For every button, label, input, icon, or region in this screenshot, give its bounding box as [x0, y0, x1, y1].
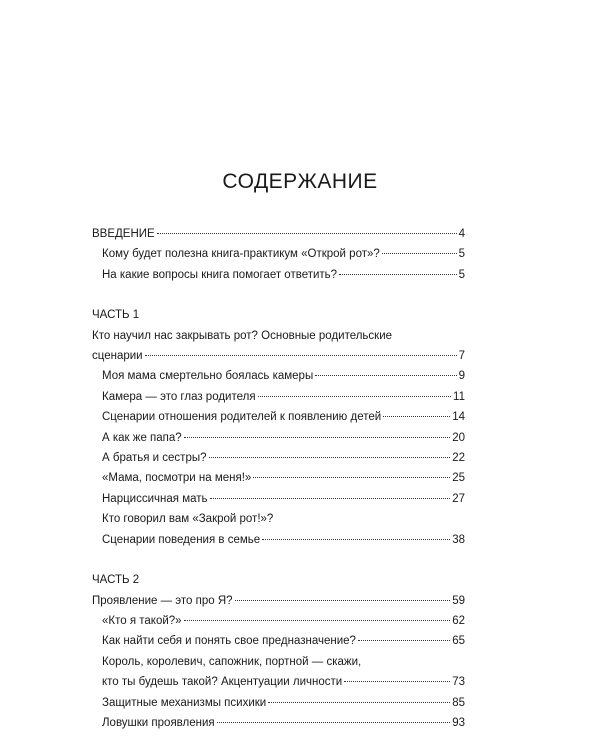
- dot-leader: [262, 539, 450, 540]
- part-2-label: ЧАСТЬ 2: [92, 574, 140, 587]
- toc-entry-label: Проявление — это про Я?: [92, 594, 233, 607]
- toc-entry[interactable]: [92, 489, 465, 509]
- toc-entry-label: кто ты будешь такой? Акцентуации личности: [102, 676, 343, 689]
- toc-entry[interactable]: [92, 265, 465, 285]
- table-of-contents: [92, 224, 465, 733]
- toc-entry-label: Ловушки проявления: [102, 716, 215, 729]
- dot-leader: [382, 253, 457, 254]
- dot-leader: [253, 477, 450, 478]
- toc-entry-label: ВВЕДЕНИЕ: [92, 228, 155, 240]
- toc-entry-label: сценарии: [92, 350, 143, 363]
- toc-entry-page: 4: [458, 228, 465, 240]
- toc-entry-page: 11: [453, 390, 465, 403]
- toc-entry-page: 93: [452, 716, 465, 729]
- dot-leader: [315, 375, 456, 376]
- toc-entry-label: Моя мама смертельно боялась камеры: [102, 370, 314, 383]
- toc-entry[interactable]: [92, 713, 465, 733]
- toc-entry-multiline-first[interactable]: Король, королевич, сапожник, портной — скажи,: [102, 655, 362, 668]
- toc-entry-page: 62: [452, 614, 465, 627]
- toc-entry-label: На какие вопросы книга помогает ответить?: [102, 268, 338, 281]
- dot-leader: [344, 681, 450, 682]
- dot-leader: [217, 722, 451, 723]
- toc-entry[interactable]: [92, 631, 465, 651]
- dot-leader: [235, 600, 451, 601]
- toc-entry-label: «Мама, посмотри на меня!»: [102, 472, 252, 485]
- dot-leader: [258, 396, 451, 397]
- dot-leader: [358, 640, 450, 641]
- toc-entry-page: 25: [452, 472, 465, 485]
- toc-entry-page: 5: [458, 268, 465, 281]
- toc-entry-part-1-heading[interactable]: [92, 346, 465, 366]
- toc-entry[interactable]: [92, 244, 465, 264]
- toc-entry[interactable]: [92, 428, 465, 448]
- part-1-label: ЧАСТЬ 1: [92, 309, 140, 322]
- toc-entry-page: 22: [452, 452, 465, 465]
- dot-leader: [209, 457, 451, 458]
- toc-entry-page: 65: [452, 635, 465, 648]
- toc-entry-label: Как найти себя и понять свое предназначение?: [102, 635, 356, 648]
- dot-leader: [383, 416, 450, 417]
- toc-entry-page: 5: [458, 248, 465, 261]
- toc-entry[interactable]: [92, 407, 465, 427]
- dot-leader: [210, 498, 451, 499]
- toc-entry-label: Сценарии отношения родителей к появлению детей: [102, 411, 382, 424]
- dot-leader: [145, 355, 457, 356]
- toc-entry-label: Защитные механизмы психики: [102, 696, 267, 709]
- part-1-heading-line-1[interactable]: Кто научил нас закрывать рот? Основные родительские: [92, 329, 393, 342]
- toc-entry[interactable]: [92, 672, 465, 692]
- toc-entry[interactable]: [92, 468, 465, 488]
- toc-entry[interactable]: [92, 366, 465, 386]
- toc-entry-label: «Кто я такой?»: [102, 614, 182, 627]
- toc-entry-label: Сценарии поведения в семье: [102, 533, 261, 546]
- toc-entry-label: Камера — это глаз родителя: [102, 390, 256, 403]
- page-title: СОДЕРЖАНИЕ: [222, 170, 378, 193]
- toc-entry-introduction[interactable]: [92, 224, 465, 244]
- toc-entry-page: 14: [452, 411, 465, 424]
- toc-entry-part-2-heading[interactable]: [92, 591, 465, 611]
- toc-entry-page: 59: [452, 594, 465, 607]
- toc-entry-page: 38: [452, 533, 465, 546]
- toc-entry[interactable]: [92, 387, 465, 407]
- toc-entry-label: А братья и сестры?: [102, 452, 207, 465]
- toc-entry-page: 85: [452, 696, 465, 709]
- toc-entry-label: Кому будет полезна книга-практикум «Открой рот»?: [102, 248, 380, 261]
- toc-entry-label: Нарциссичная мать: [102, 492, 208, 505]
- toc-entry-page: 7: [458, 350, 465, 363]
- dot-leader: [339, 274, 457, 275]
- toc-entry[interactable]: [92, 611, 465, 631]
- toc-entry[interactable]: [92, 693, 465, 713]
- toc-entry-no-page[interactable]: Кто говорил вам «Закрой рот!»?: [102, 513, 274, 526]
- toc-entry[interactable]: [92, 448, 465, 468]
- dot-leader: [268, 702, 450, 703]
- dot-leader: [184, 437, 451, 438]
- toc-entry-page: 9: [458, 370, 465, 383]
- toc-entry-page: 73: [452, 676, 465, 689]
- toc-entry-page: 20: [452, 431, 465, 444]
- toc-entry-page: 27: [452, 492, 465, 505]
- dot-leader: [157, 233, 457, 234]
- toc-entry[interactable]: [92, 530, 465, 550]
- dot-leader: [184, 620, 451, 621]
- toc-entry-label: А как же папа?: [102, 431, 182, 444]
